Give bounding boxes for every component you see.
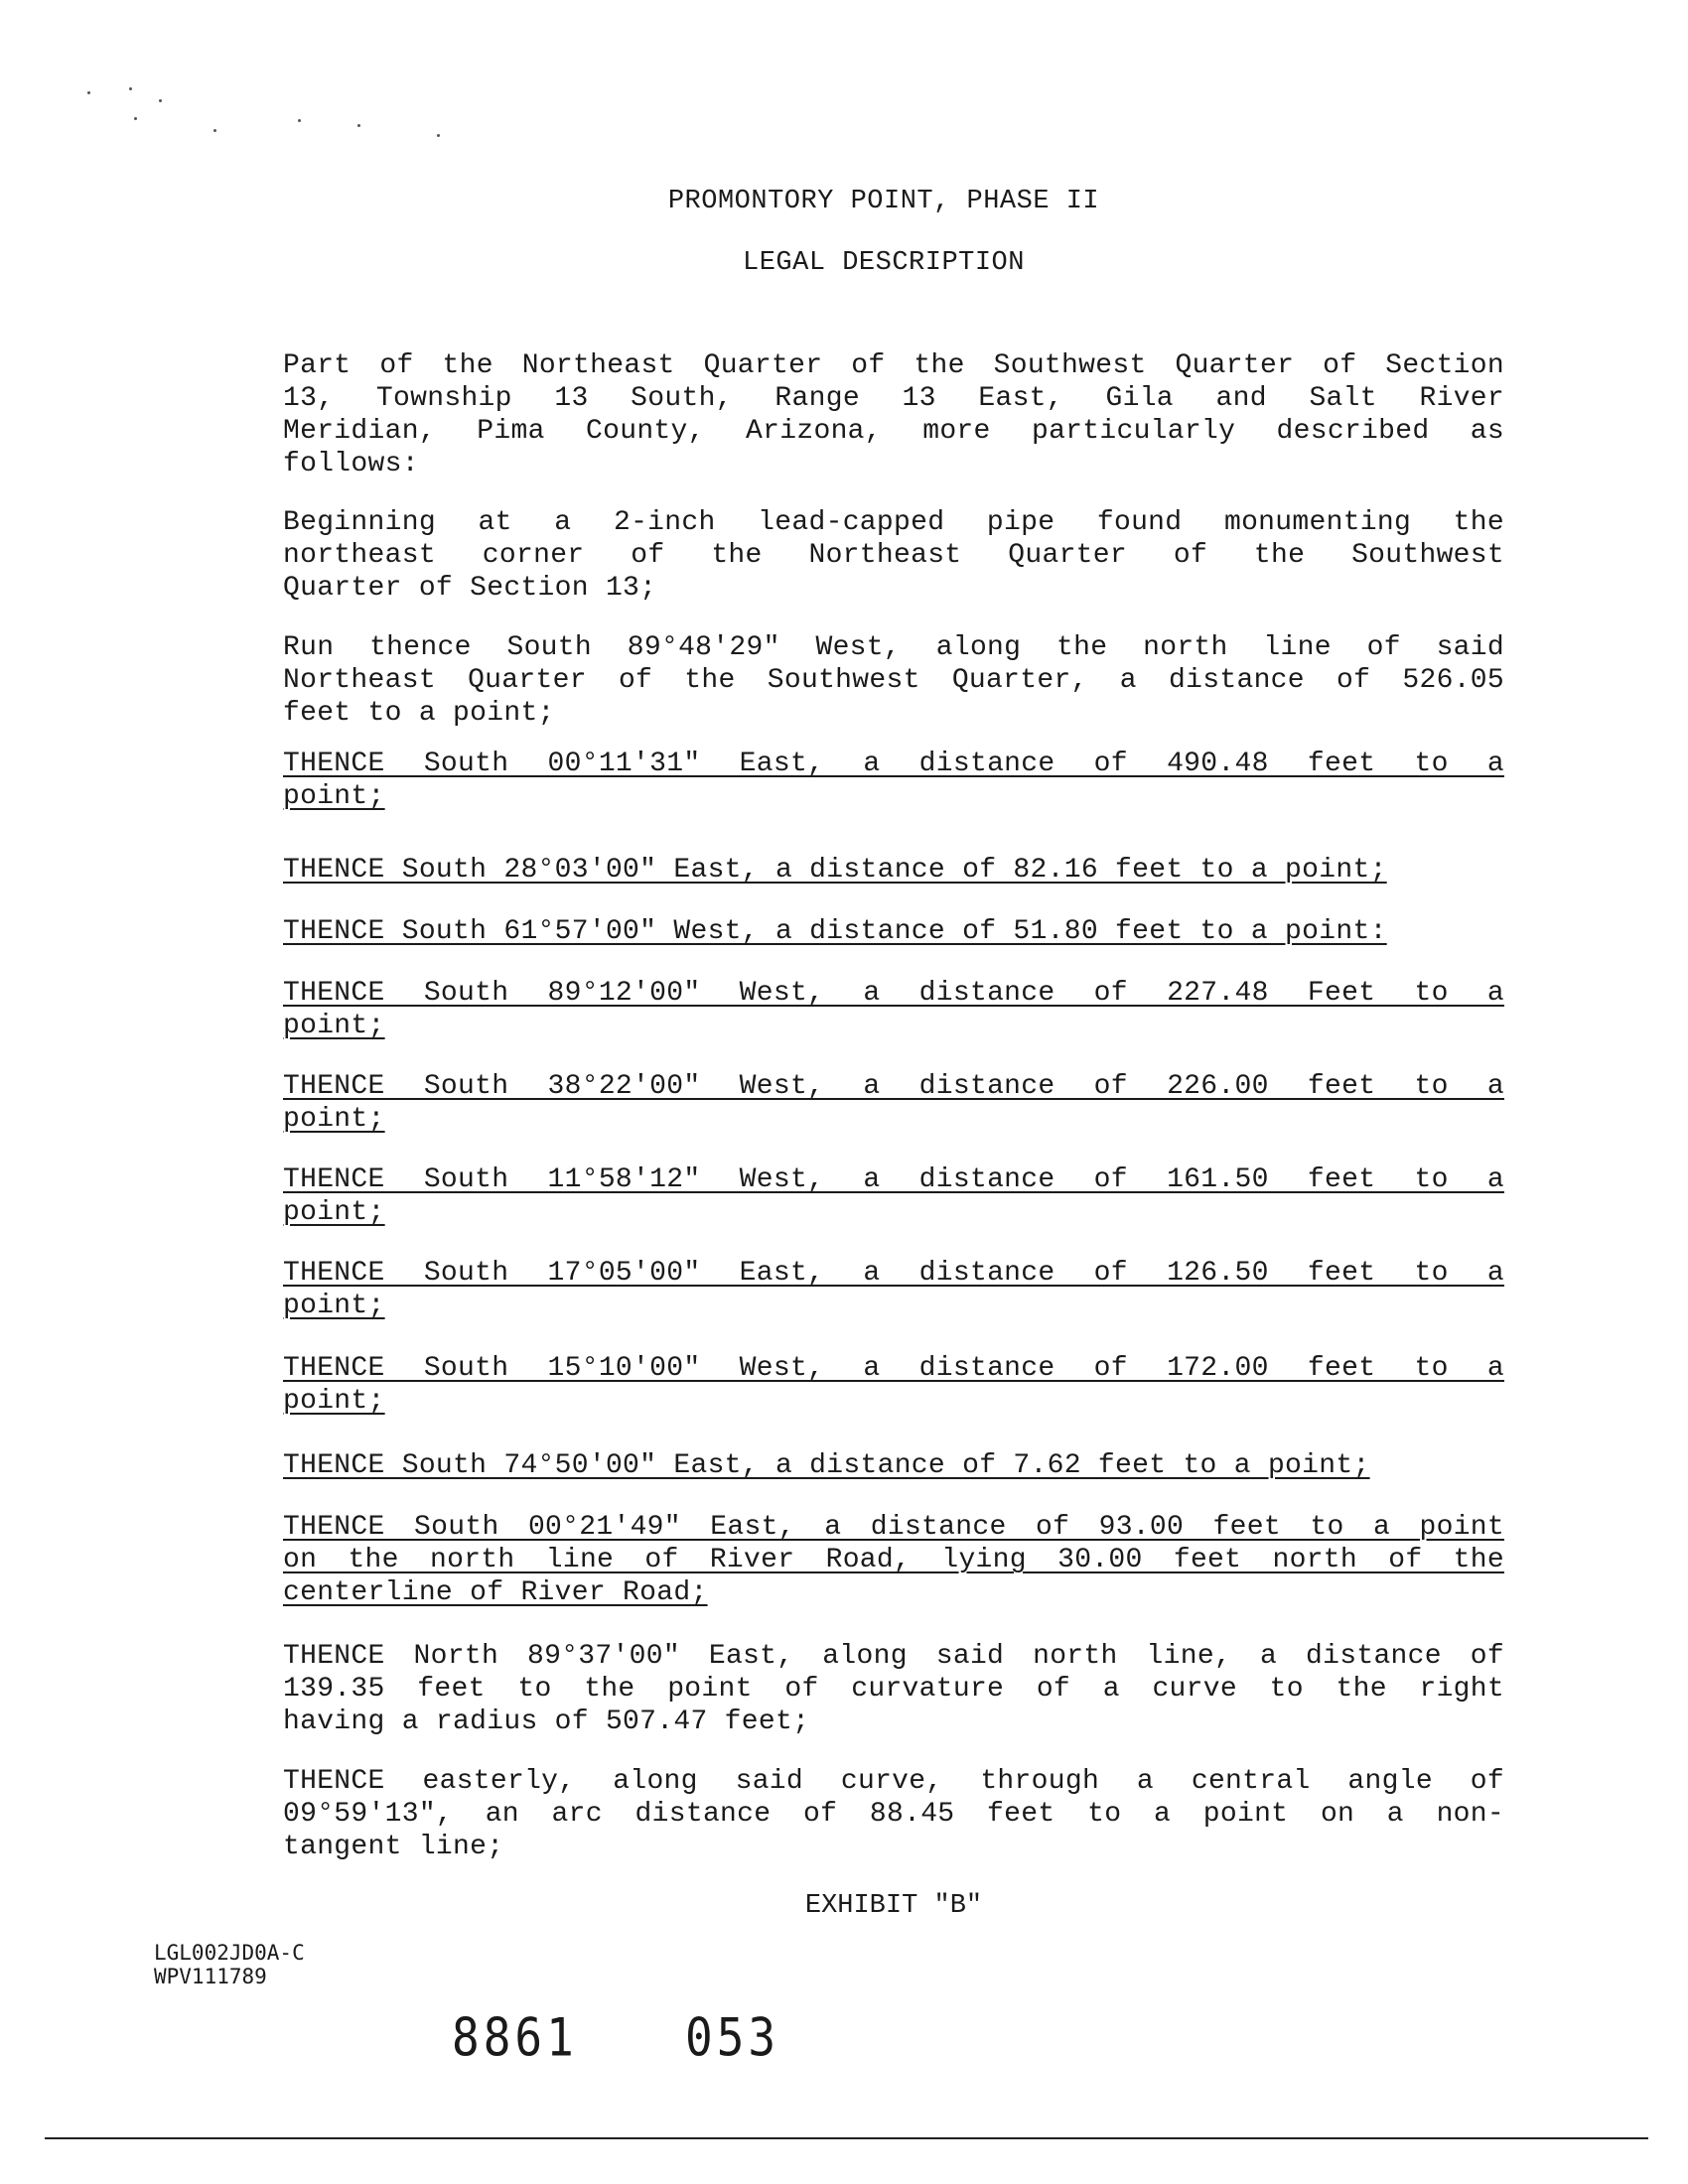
beginning-paragraph — [283, 506, 1504, 605]
text-line: point; — [283, 1291, 385, 1321]
course-paragraph — [283, 1640, 1504, 1738]
course-paragraph — [283, 1070, 1504, 1136]
first-course-paragraph — [283, 631, 1504, 730]
text-line: point; — [283, 1104, 385, 1135]
course-paragraph — [283, 1257, 1504, 1322]
page-title: PROMONTORY POINT, PHASE II — [667, 187, 1100, 216]
text-line: THENCE South 17°05'00" East, a distance of 126.50 feet to a — [283, 1258, 1504, 1289]
course-paragraph — [283, 1765, 1504, 1863]
text-line: Meridian, Pima County, Arizona, more particularly described as — [283, 416, 1504, 447]
text-line: THENCE South 11°58'12" West, a distance of 161.50 feet to a — [283, 1164, 1504, 1195]
course-paragraph — [283, 1163, 1504, 1229]
file-code: LGL002JD0A-C — [154, 1941, 305, 1965]
text-line: point; — [283, 1197, 385, 1228]
text-line: northeast corner of the Northeast Quarter of the Southwest — [283, 540, 1504, 571]
course-paragraph — [283, 1352, 1504, 1418]
text-line: THENCE South 89°12'00" West, a distance of 227.48 Feet to a — [283, 978, 1504, 1009]
text-line: tangent line; — [283, 1832, 504, 1862]
exhibit-label: EXHIBIT "B" — [804, 1891, 983, 1921]
text-line: THENCE South 00°11'31" East, a distance of 490.48 feet to a — [283, 749, 1504, 779]
text-line: centerline of River Road; — [283, 1577, 708, 1608]
text-line: THENCE North 89°37'00" East, along said north line, a distance of — [283, 1641, 1504, 1672]
file-code: WPV111789 — [154, 1965, 267, 1988]
course-paragraph — [283, 748, 1504, 813]
text-line: on the north line of River Road, lying 30.00 feet north of the — [283, 1545, 1504, 1575]
course-paragraph — [283, 1511, 1504, 1609]
text-line: follows: — [283, 449, 419, 479]
scan-speck — [213, 129, 216, 132]
text-line: THENCE South 15°10'00" West, a distance of 172.00 feet to a — [283, 1353, 1504, 1384]
scan-speck — [298, 119, 301, 122]
text-line: THENCE easterly, along said curve, through a central angle of — [283, 1766, 1504, 1797]
text-line: THENCE South 74°50'00" East, a distance of 7.62 feet to a point; — [283, 1450, 1370, 1481]
file-codes — [154, 1941, 305, 1988]
text-line: 13, Township 13 South, Range 13 East, Gila and Salt River — [283, 383, 1504, 414]
text-line: THENCE South 00°21'49" East, a distance of 93.00 feet to a point — [283, 1512, 1504, 1543]
course-paragraph — [283, 854, 1504, 887]
scan-speck — [437, 134, 440, 137]
scan-speck — [87, 91, 90, 94]
text-line: Beginning at a 2-inch lead-capped pipe found monumenting the — [283, 507, 1504, 538]
text-line: point; — [283, 1011, 385, 1041]
scan-speck — [357, 124, 360, 127]
text-line: point; — [283, 1386, 385, 1417]
text-line: THENCE South 38°22'00" West, a distance of 226.00 feet to a — [283, 1071, 1504, 1102]
text-line: Run thence South 89°48'29" West, along the north line of said — [283, 632, 1504, 663]
scan-speck — [129, 87, 132, 90]
page-stamp: 053 — [685, 2005, 780, 2069]
book-stamp: 8861 — [452, 2005, 578, 2069]
bottom-rule — [45, 2137, 1648, 2139]
course-paragraph — [283, 915, 1504, 948]
text-line: Northeast Quarter of the Southwest Quarter, a distance of 526.05 — [283, 665, 1504, 696]
text-line: point; — [283, 781, 385, 812]
text-line: THENCE South 28°03'00" East, a distance of 82.16 feet to a point; — [283, 855, 1387, 886]
page-subtitle: LEGAL DESCRIPTION — [743, 248, 1025, 278]
intro-paragraph — [283, 349, 1504, 480]
course-paragraph — [283, 1449, 1504, 1482]
text-line: Quarter of Section 13; — [283, 573, 657, 604]
text-line: THENCE South 61°57'00" West, a distance of 51.80 feet to a point: — [283, 916, 1387, 947]
text-line: feet to a point; — [283, 698, 555, 729]
scan-speck — [159, 99, 162, 102]
text-line: Part of the Northeast Quarter of the Southwest Quarter of Section — [283, 350, 1504, 381]
text-line: 09°59'13", an arc distance of 88.45 feet to a point on a non- — [283, 1799, 1504, 1830]
text-line: having a radius of 507.47 feet; — [283, 1706, 810, 1737]
scan-speck — [134, 117, 137, 120]
text-line: 139.35 feet to the point of curvature of a curve to the right — [283, 1674, 1504, 1705]
course-paragraph — [283, 977, 1504, 1042]
